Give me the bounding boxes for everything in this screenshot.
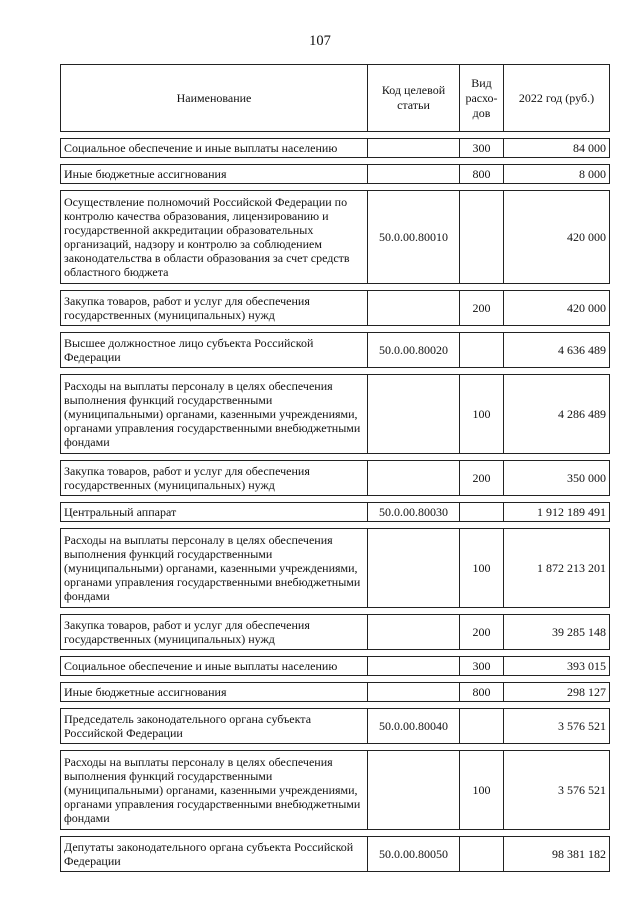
- header-name: Наименование: [61, 65, 368, 132]
- row-type: 200: [460, 615, 504, 650]
- row-code: [368, 291, 460, 326]
- row-code: 50.0.00.80030: [368, 503, 460, 522]
- row-code: 50.0.00.80010: [368, 191, 460, 284]
- table-row: [61, 375, 610, 454]
- table-row: [61, 461, 610, 496]
- header-amount: 2022 год (руб.): [504, 65, 610, 132]
- row-code: [368, 139, 460, 158]
- row-name: Депутаты законодательного органа субъекта Российской Федерации: [61, 837, 368, 872]
- row-amount: 350 000: [504, 461, 610, 496]
- table-row: [61, 139, 610, 158]
- row-amount: 84 000: [504, 139, 610, 158]
- row-code: 50.0.00.80050: [368, 837, 460, 872]
- row-code: [368, 683, 460, 702]
- table-row: [61, 291, 610, 326]
- row-code: [368, 165, 460, 184]
- row-amount: 3 576 521: [504, 751, 610, 830]
- row-code: [368, 529, 460, 608]
- row-type: [460, 709, 504, 744]
- page-number: 107: [309, 33, 331, 49]
- row-type: [460, 503, 504, 522]
- table-header-row: [61, 65, 610, 132]
- row-code: 50.0.00.80020: [368, 333, 460, 368]
- row-amount: 39 285 148: [504, 615, 610, 650]
- row-type: 300: [460, 657, 504, 676]
- row-type: 200: [460, 461, 504, 496]
- table-row: [61, 657, 610, 676]
- row-type: 100: [460, 375, 504, 454]
- row-type: [460, 191, 504, 284]
- table-row: [61, 751, 610, 830]
- row-type: 800: [460, 683, 504, 702]
- row-name: Расходы на выплаты персоналу в целях обеспечения выполнения функций государственными (муниципальными) органами, казенными учреждениями, органами управления государственными внебюджетными фондами: [61, 751, 368, 830]
- row-amount: 1 912 189 491: [504, 503, 610, 522]
- table-row: [61, 165, 610, 184]
- row-name: Осуществление полномочий Российской Федерации по контролю качества образования, лицензированию и государственной аккредитации образовательных организаций, надзору и контролю за соблюдением законодательства в области образования за счет средств областного бюджета: [61, 191, 368, 284]
- header-code: Код целевой статьи: [368, 65, 460, 132]
- row-code: [368, 751, 460, 830]
- row-name: Иные бюджетные ассигнования: [61, 683, 368, 702]
- table-row: [61, 529, 610, 608]
- row-name: Закупка товаров, работ и услуг для обеспечения государственных (муниципальных) нужд: [61, 615, 368, 650]
- row-type: 800: [460, 165, 504, 184]
- row-type: [460, 837, 504, 872]
- row-code: [368, 615, 460, 650]
- row-amount: 393 015: [504, 657, 610, 676]
- row-amount: 8 000: [504, 165, 610, 184]
- row-name: Социальное обеспечение и иные выплаты населению: [61, 657, 368, 676]
- row-amount: 4 636 489: [504, 333, 610, 368]
- table-row: [61, 683, 610, 702]
- budget-table: [60, 64, 610, 872]
- header-type: Вид расхо-дов: [460, 65, 504, 132]
- row-code: [368, 375, 460, 454]
- row-name: Центральный аппарат: [61, 503, 368, 522]
- table-row: [61, 191, 610, 284]
- row-amount: 1 872 213 201: [504, 529, 610, 608]
- row-name: Иные бюджетные ассигнования: [61, 165, 368, 184]
- row-name: Расходы на выплаты персоналу в целях обеспечения выполнения функций государственными (муниципальными) органами, казенными учреждениями, органами управления государственными внебюджетными фондами: [61, 375, 368, 454]
- row-amount: 420 000: [504, 191, 610, 284]
- row-type: 100: [460, 751, 504, 830]
- row-amount: 4 286 489: [504, 375, 610, 454]
- table-row: [61, 503, 610, 522]
- table-row: [61, 837, 610, 872]
- row-amount: 298 127: [504, 683, 610, 702]
- table-row: [61, 709, 610, 744]
- row-code: [368, 657, 460, 676]
- row-code: 50.0.00.80040: [368, 709, 460, 744]
- row-name: Расходы на выплаты персоналу в целях обеспечения выполнения функций государственными (муниципальными) органами, казенными учреждениями, органами управления государственными внебюджетными фондами: [61, 529, 368, 608]
- row-type: 200: [460, 291, 504, 326]
- row-amount: 98 381 182: [504, 837, 610, 872]
- row-name: Высшее должностное лицо субъекта Российской Федерации: [61, 333, 368, 368]
- row-name: Социальное обеспечение и иные выплаты населению: [61, 139, 368, 158]
- row-type: 300: [460, 139, 504, 158]
- row-type: [460, 333, 504, 368]
- row-name: Председатель законодательного органа субъекта Российской Федерации: [61, 709, 368, 744]
- row-code: [368, 461, 460, 496]
- row-name: Закупка товаров, работ и услуг для обеспечения государственных (муниципальных) нужд: [61, 461, 368, 496]
- row-name: Закупка товаров, работ и услуг для обеспечения государственных (муниципальных) нужд: [61, 291, 368, 326]
- table-row: [61, 333, 610, 368]
- row-type: 100: [460, 529, 504, 608]
- row-amount: 420 000: [504, 291, 610, 326]
- table-row: [61, 615, 610, 650]
- row-amount: 3 576 521: [504, 709, 610, 744]
